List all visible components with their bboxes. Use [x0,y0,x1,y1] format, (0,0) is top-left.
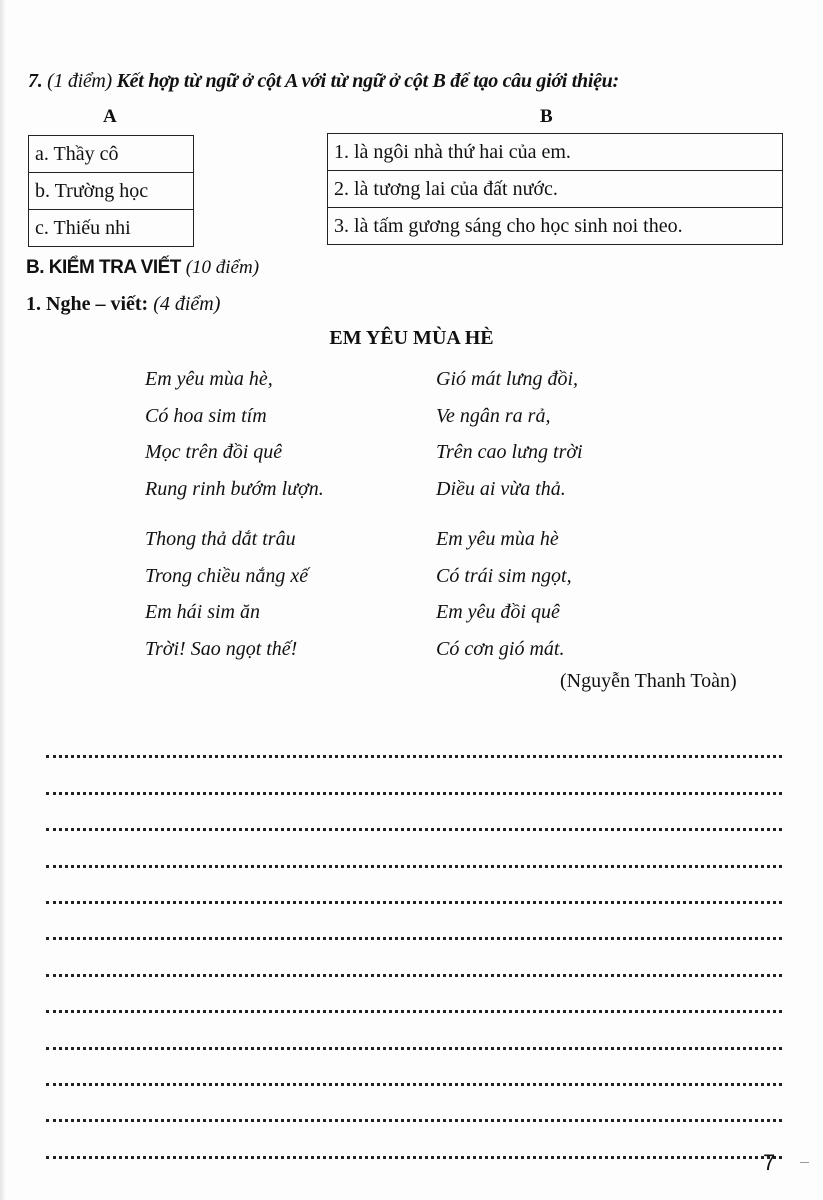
poem-author: (Nguyễn Thanh Toàn) [560,670,737,692]
question-1-points: (4 điểm) [153,293,221,315]
question-7-heading [28,70,619,93]
column-a-item: c. Thiếu nhi [29,210,194,247]
dotted-answer-line[interactable] [46,831,782,867]
dotted-answer-line[interactable] [46,758,782,794]
poem-line: Rung rinh bướm lượn. [145,477,324,500]
poem-line: Thong thả dắt trâu [145,528,296,550]
section-b-points: (10 điểm) [185,257,260,278]
dotted-answer-line[interactable] [46,1122,782,1158]
column-b-item: 2. là tương lai của đất nước. [328,171,783,208]
poem-line: Trời! Sao ngọt thế! [145,637,298,660]
stanza-2-right [436,521,572,667]
question-7-number: 7. [28,70,43,92]
page-edge-mark [800,1162,809,1163]
stanza-1-right [436,361,583,507]
poem-title: EM YÊU MÙA HÈ [329,327,494,349]
poem-line: Em yêu đồi quê [436,601,560,623]
dotted-answer-line[interactable] [46,940,782,976]
stanza-2-left [145,521,308,667]
poem-line: Trong chiều nắng xế [145,564,309,587]
column-a-table [28,135,194,247]
column-b-header: B [540,106,553,127]
poem-line: Em hái sim ăn [145,601,260,623]
poem-line: Diều ai vừa thả. [436,477,566,500]
dotted-answer-line[interactable] [46,977,782,1013]
dotted-answer-line[interactable] [46,1086,782,1122]
answer-writing-area[interactable] [46,722,782,1159]
dotted-answer-line[interactable] [46,904,782,940]
stanza-1-left [145,361,324,507]
poem-line: Có cơn gió mát. [436,637,565,660]
column-a-header: A [103,106,117,127]
dotted-answer-line[interactable] [46,868,782,904]
question-1-label: 1. Nghe – viết: [26,293,149,315]
question-7-prompt: Kết hợp từ ngữ ở cột A với từ ngữ ở cột B để tạo câu giới thiệu: [116,70,619,92]
column-a-item: a. Thầy cô [29,136,194,173]
question-1-heading [26,293,220,316]
page-number: 7 [763,1150,776,1175]
poem-line: Em yêu mùa hè [436,528,559,550]
page-edge-shadow [0,0,6,1200]
poem-line: Có trái sim ngọt, [436,564,572,587]
dotted-answer-line[interactable] [46,795,782,831]
section-b-heading [26,257,259,279]
column-b-item: 3. là tấm gương sáng cho học sinh noi theo. [328,208,783,245]
dotted-answer-line[interactable] [46,1013,782,1049]
column-b-item: 1. là ngôi nhà thứ hai của em. [328,134,783,171]
column-a-item: b. Trường học [29,173,194,210]
dotted-answer-line[interactable] [46,722,782,758]
poem-line: Em yêu mùa hè, [145,368,273,390]
dotted-answer-line[interactable] [46,1050,782,1086]
poem-line: Ve ngân ra rả, [436,404,551,427]
column-b-table [327,133,783,245]
poem-line: Trên cao lưng trời [436,441,583,463]
poem-line: Mọc trên đồi quê [145,441,283,463]
section-b-title: B. KIỂM TRA VIẾT [26,257,181,278]
poem-line: Gió mát lưng đồi, [436,368,579,390]
poem-line: Có hoa sim tím [145,404,267,427]
question-7-points: (1 điểm) [47,70,112,92]
